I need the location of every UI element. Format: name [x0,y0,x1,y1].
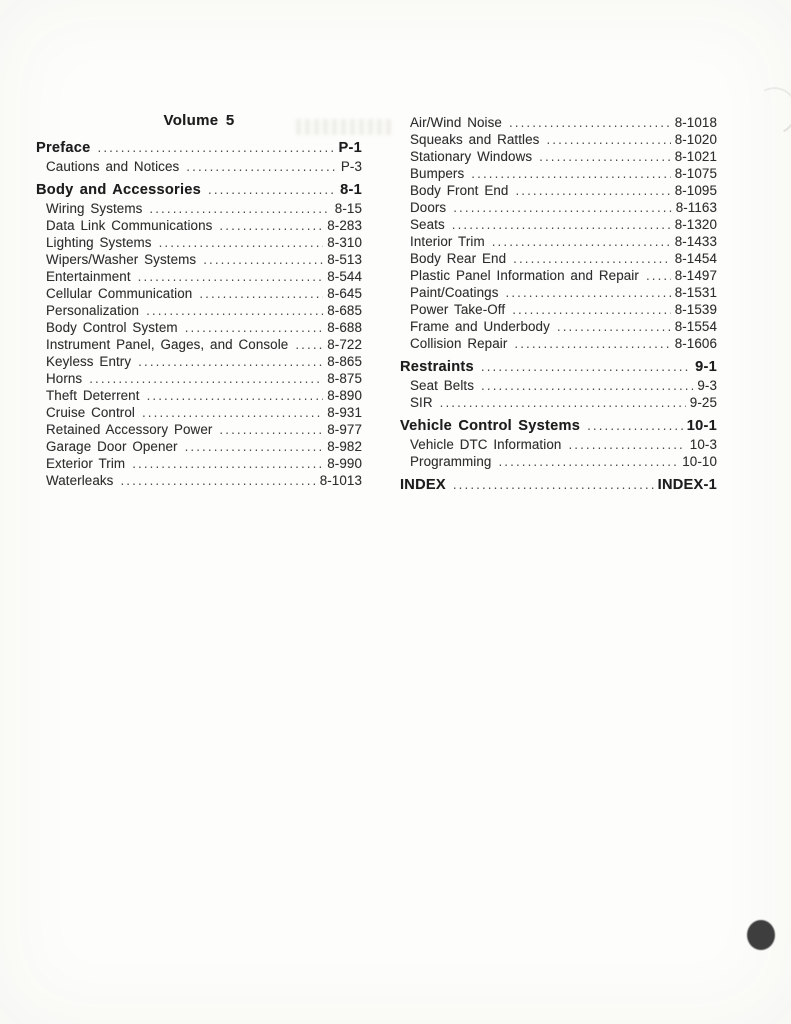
toc-entry [400,149,717,166]
toc-entry-page: 8-1531 [674,285,717,300]
toc-entry-page: 8-875 [327,371,362,386]
toc-leader-dots [513,251,671,266]
toc-leader-dots [185,439,324,454]
toc-leader-dots [185,320,324,335]
toc-leader-dots [453,200,671,215]
toc-entry-page: 8-1454 [674,251,717,266]
toc-entry-label: Lighting Systems [46,235,152,250]
toc-entry-label: Frame and Underbody [410,319,550,334]
toc-entry-label: Collision Repair [410,336,508,351]
toc-entry-label: Vehicle Control Systems [400,418,581,434]
toc-entry [36,320,362,337]
toc-entry [36,159,362,176]
toc-entry-page: 8-1554 [674,319,717,334]
toc-entry [36,354,362,371]
toc-leader-dots [646,268,671,283]
toc-entry-label: Air/Wind Noise [410,115,502,130]
toc-entry [400,200,717,217]
toc-entry [400,454,717,471]
toc-leader-dots [587,418,683,433]
toc-entry [400,268,717,285]
toc-entry-page: 8-890 [327,388,362,403]
toc-entry-page: 8-1163 [675,200,717,215]
toc-entry-page: 9-3 [697,378,717,393]
toc-entry-page: 8-15 [334,201,362,216]
toc-entry-page: 8-1095 [674,183,717,198]
toc-entry [36,405,362,422]
scan-artifact-bleedthrough [296,119,392,135]
toc-entry [36,286,362,303]
toc-entry-page: 8-1013 [319,473,362,488]
toc-entry-label: Squeaks and Rattles [410,132,540,147]
toc-entry-page: 8-1606 [674,336,717,351]
toc-entry-label: Cruise Control [46,405,135,420]
toc-leader-dots [219,422,323,437]
page-punch-dot [747,920,775,950]
toc-entry-label: Body Control System [46,320,178,335]
toc-entry-page: 8-1 [340,182,362,198]
toc-entry-page: 8-1020 [674,132,717,147]
toc-entry-page: 8-645 [327,286,362,301]
toc-entry-label: Doors [410,200,447,215]
toc-entry-page: 10-3 [689,437,717,452]
toc-entry [400,336,717,353]
toc-entry-page: 8-283 [327,218,362,233]
toc-entry-page: INDEX-1 [657,477,717,493]
toc-leader-dots [138,269,324,284]
toc-leader-dots [132,456,323,471]
toc-entry-label: INDEX [400,477,446,493]
toc-entry [400,234,717,251]
toc-leader-dots [471,166,670,181]
toc-entry [36,439,362,456]
toc-entry [400,437,717,454]
toc-entry-page: 8-544 [327,269,362,284]
toc-entry-label: Stationary Windows [410,149,533,164]
toc-leader-dots [440,395,686,410]
toc-entry-label: Body and Accessories [36,182,201,198]
toc-leader-dots [452,217,671,232]
toc-leader-dots [515,183,670,198]
toc-leader-dots [492,234,671,249]
toc-entry-page: P-1 [338,140,362,156]
toc-entry [400,132,717,149]
toc-entry [400,115,717,132]
toc-entry [36,269,362,286]
toc-entry-label: Garage Door Opener [46,439,178,454]
toc-entry-page: P-3 [340,159,362,174]
toc-entry [36,235,362,252]
toc-entry [400,395,717,412]
toc-entry-page: 9-25 [689,395,717,410]
toc-entry [400,251,717,268]
toc-entry-label: SIR [410,395,433,410]
toc-leader-dots [159,235,324,250]
toc-entry-page: 8-1018 [674,115,717,130]
toc-right-rows [400,115,717,496]
toc-entry [36,182,362,201]
toc-entry-label: Body Front End [410,183,509,198]
toc-entry-page: 8-1320 [674,217,717,232]
toc-entry-label: Cautions and Notices [46,159,180,174]
toc-entry-label: Paint/Coatings [410,285,499,300]
toc-entry-label: Personalization [46,303,140,318]
toc-leader-dots [89,371,323,386]
toc-entry-label: Keyless Entry [46,354,132,369]
toc-leader-dots [138,354,323,369]
toc-leader-dots [568,437,685,452]
toc-leader-dots [514,336,670,351]
toc-leader-dots [481,378,693,393]
toc-entry-label: Instrument Panel, Gages, and Console [46,337,289,352]
toc-entry-label: Theft Deterrent [46,388,140,403]
toc-leader-dots [498,454,678,469]
toc-entry-label: Exterior Trim [46,456,126,471]
toc-entry [36,456,362,473]
toc-entry-page: 8-1021 [674,149,717,164]
toc-entry-page: 9-1 [695,359,717,375]
toc-entry [400,418,717,437]
toc-leader-dots [203,252,323,267]
toc-entry-label: Waterleaks [46,473,114,488]
toc-column-right [400,112,717,496]
toc-entry [400,166,717,183]
toc-entry-page: 8-1497 [674,268,717,283]
toc-entry-page: 10-1 [686,418,717,434]
toc-leader-dots [219,218,323,233]
toc-column-left [36,112,362,496]
toc-entry-label: Restraints [400,359,474,375]
toc-entry [36,337,362,354]
toc-leader-dots [186,159,337,174]
toc-entry-page: 8-865 [327,354,362,369]
toc-entry-page: 8-722 [327,337,362,352]
toc-leader-dots [509,115,671,130]
toc-leader-dots [539,149,671,164]
toc-entry [36,371,362,388]
toc-entry [36,303,362,320]
toc-leader-dots [506,285,671,300]
toc-leader-dots [546,132,670,147]
toc-leader-dots [453,477,654,492]
toc-columns [0,0,791,496]
toc-entry-page: 8-982 [327,439,362,454]
volume-title: Volume 5 [163,112,235,129]
toc-leader-dots [120,473,315,488]
toc-leader-dots [481,359,691,374]
toc-leader-dots [149,201,330,216]
toc-leader-dots [142,405,323,420]
toc-left-rows [36,140,362,490]
toc-entry-page: 8-1539 [674,302,717,317]
toc-entry [400,183,717,200]
toc-entry-page: 8-931 [327,405,362,420]
toc-entry [400,285,717,302]
toc-entry [36,252,362,269]
toc-entry-page: 8-688 [327,320,362,335]
toc-leader-dots [295,337,323,352]
toc-entry [36,218,362,235]
toc-entry-page: 8-1433 [674,234,717,249]
toc-entry [400,378,717,395]
toc-entry [400,477,717,496]
toc-entry-page: 8-310 [327,235,362,250]
toc-entry-label: Wipers/Washer Systems [46,252,197,267]
toc-leader-dots [512,302,671,317]
toc-entry-label: Wiring Systems [46,201,143,216]
toc-entry [400,302,717,319]
toc-entry-label: Bumpers [410,166,465,181]
toc-entry [36,388,362,405]
toc-entry-label: Cellular Communication [46,286,193,301]
toc-leader-dots [146,303,323,318]
toc-leader-dots [208,182,336,197]
toc-entry-page: 8-990 [327,456,362,471]
toc-entry-label: Interior Trim [410,234,485,249]
toc-entry-label: Seats [410,217,445,232]
toc-entry [36,473,362,490]
toc-entry-page: 8-1075 [674,166,717,181]
toc-entry-label: Plastic Panel Information and Repair [410,268,639,283]
toc-entry-page: 8-685 [327,303,362,318]
toc-leader-dots [557,319,671,334]
toc-entry-page: 8-977 [327,422,362,437]
toc-entry-page: 8-513 [327,252,362,267]
toc-leader-dots [147,388,324,403]
toc-entry-label: Preface [36,140,91,156]
toc-entry [36,140,362,159]
toc-leader-dots [98,140,335,155]
toc-entry [36,422,362,439]
toc-entry-label: Data Link Communications [46,218,213,233]
toc-entry [400,359,717,378]
toc-entry [400,217,717,234]
toc-leader-dots [199,286,323,301]
toc-entry [36,201,362,218]
toc-entry-label: Power Take-Off [410,302,506,317]
toc-entry-label: Programming [410,454,492,469]
toc-entry-label: Entertainment [46,269,131,284]
toc-entry-page: 10-10 [682,454,717,469]
toc-entry-label: Vehicle DTC Information [410,437,562,452]
toc-entry-label: Body Rear End [410,251,507,266]
toc-entry-label: Retained Accessory Power [46,422,213,437]
toc-entry-label: Horns [46,371,83,386]
toc-entry [400,319,717,336]
toc-entry-label: Seat Belts [410,378,475,393]
